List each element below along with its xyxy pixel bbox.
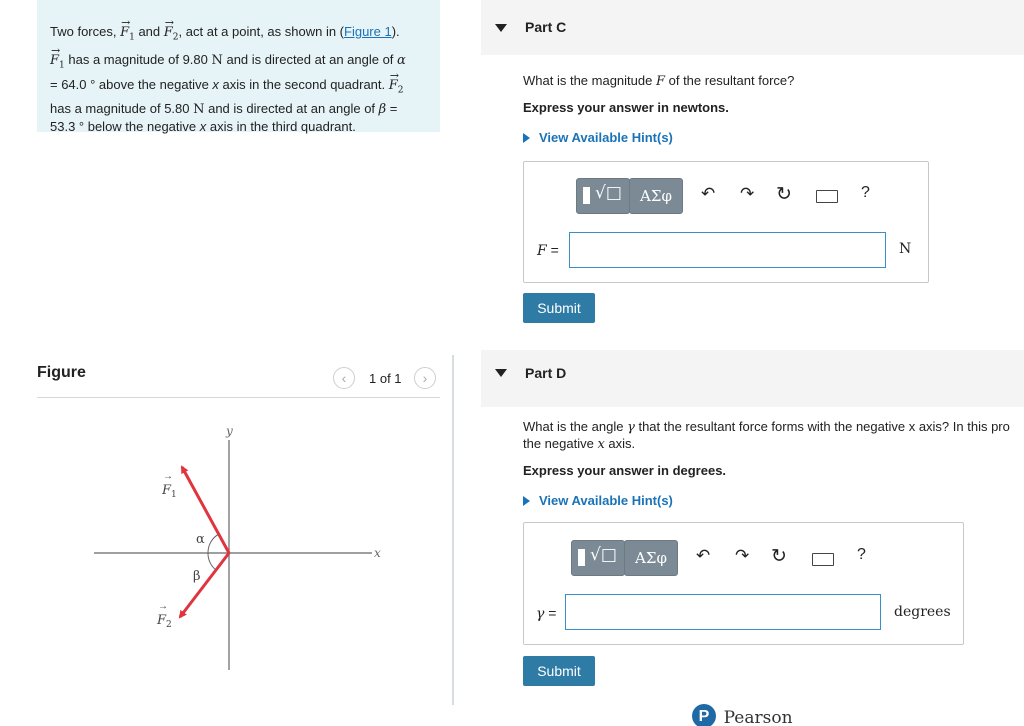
templates-icon: [578, 549, 585, 566]
templates-button[interactable]: [571, 540, 625, 576]
part-c-answer-box: [523, 161, 929, 283]
vector-f1: → $F_1$: [120, 23, 135, 48]
sqrt-icon: √□: [595, 183, 622, 203]
part-d-answer-input[interactable]: [565, 594, 881, 630]
undo-icon[interactable]: ↶: [701, 184, 716, 203]
chevron-right-icon: ›: [422, 370, 428, 386]
x-axis-label: x: [374, 546, 381, 560]
keyboard-icon[interactable]: [812, 553, 834, 566]
part-c-answer-input[interactable]: [569, 232, 886, 268]
vector-f1: → $F_1$: [50, 51, 65, 76]
figure-divider: [37, 397, 440, 398]
f2-vector-arrow-icon: →: [158, 601, 168, 612]
force-f1-arrow: [182, 467, 229, 553]
figure-link[interactable]: Figure 1: [344, 24, 392, 39]
part-c-submit-button[interactable]: Submit: [523, 293, 595, 323]
pearson-wordmark: Pearson: [723, 708, 793, 726]
keyboard-icon[interactable]: [816, 190, 838, 203]
f1-label: $F_1$: [162, 483, 177, 500]
vector-f2: → $F_2$: [389, 76, 404, 101]
part-c-question: What is the magnitude F of the resultant force?: [523, 73, 795, 89]
part-c-unit: N: [899, 241, 912, 257]
part-d-variable: γ =: [536, 605, 557, 622]
collapse-triangle-icon[interactable]: [495, 369, 507, 377]
hint-triangle-icon: [523, 133, 530, 143]
greek-symbols-button[interactable]: ΑΣφ: [624, 540, 678, 576]
y-axis-label: y: [226, 424, 233, 438]
chevron-left-icon: ‹: [341, 370, 347, 386]
hint-triangle-icon: [523, 496, 530, 506]
beta-label: β: [193, 569, 201, 584]
reset-icon[interactable]: ↻: [771, 546, 787, 567]
part-d-unit: degrees: [894, 604, 951, 620]
templates-button[interactable]: [576, 178, 630, 214]
alpha-label: α: [196, 532, 205, 547]
part-d-header[interactable]: [481, 350, 1024, 407]
force-f2-arrow: [180, 553, 229, 617]
redo-icon[interactable]: ↷: [740, 184, 755, 203]
collapse-triangle-icon[interactable]: [495, 24, 507, 32]
part-d-title: Part D: [525, 365, 567, 381]
f2-label: $F_2$: [157, 613, 172, 630]
f1-vector-arrow-icon: →: [163, 471, 173, 482]
next-figure-button[interactable]: [414, 367, 436, 389]
part-d-hint-toggle[interactable]: View Available Hint(s): [523, 493, 673, 508]
part-d-question: What is the angle γ that the resultant force forms with the negative x axis? In this pro the negative x axis.: [523, 419, 1010, 452]
help-button[interactable]: ?: [857, 546, 866, 563]
problem-text: [50, 22, 430, 135]
part-c-hint-toggle[interactable]: View Available Hint(s): [523, 130, 673, 145]
help-button[interactable]: ?: [861, 184, 870, 201]
problem-line-3: = 64.0 ° above the negative x axis in the second quadrant. → $F_2$: [50, 75, 430, 101]
prev-figure-button[interactable]: [333, 367, 355, 389]
force-diagram: [80, 420, 400, 680]
part-d-answer-box: [523, 522, 964, 645]
greek-symbols-button[interactable]: ΑΣφ: [629, 178, 683, 214]
reset-icon[interactable]: ↻: [776, 184, 792, 205]
part-c-header[interactable]: [481, 0, 1024, 55]
problem-line-5: 53.3 ° below the negative x axis in the third quadrant.: [50, 118, 356, 134]
part-d-instruction: Express your answer in degrees.: [523, 463, 727, 478]
pearson-logo-icon: P: [692, 704, 716, 726]
problem-statement: [37, 0, 440, 132]
sqrt-icon: √□: [590, 545, 617, 565]
part-d-submit-button[interactable]: Submit: [523, 656, 595, 686]
part-c-title: Part C: [525, 19, 567, 35]
problem-line-1: Two forces, → $F_1$ and → $F_2$, act at a point, as shown in (Figure 1).: [50, 22, 430, 48]
problem-line-4: has a magnitude of 5.80 N and is directed at an angle of β =: [50, 100, 398, 117]
part-c-instruction: Express your answer in newtons.: [523, 100, 729, 115]
problem-line-2: → $F_1$ has a magnitude of 9.80 N and is directed at an angle of α: [50, 50, 430, 76]
undo-icon[interactable]: ↶: [696, 546, 711, 565]
part-c-variable: F =: [537, 242, 559, 259]
redo-icon[interactable]: ↷: [735, 546, 750, 565]
vector-f2: → $F_2$: [164, 23, 179, 48]
pearson-logo: [692, 704, 812, 726]
beta-arc: [208, 553, 216, 570]
figure-pager: 1 of 1: [369, 371, 402, 386]
column-divider: [452, 355, 454, 705]
alpha-arc: [208, 534, 219, 553]
figure-heading: Figure: [37, 364, 86, 381]
templates-icon: [583, 187, 590, 204]
